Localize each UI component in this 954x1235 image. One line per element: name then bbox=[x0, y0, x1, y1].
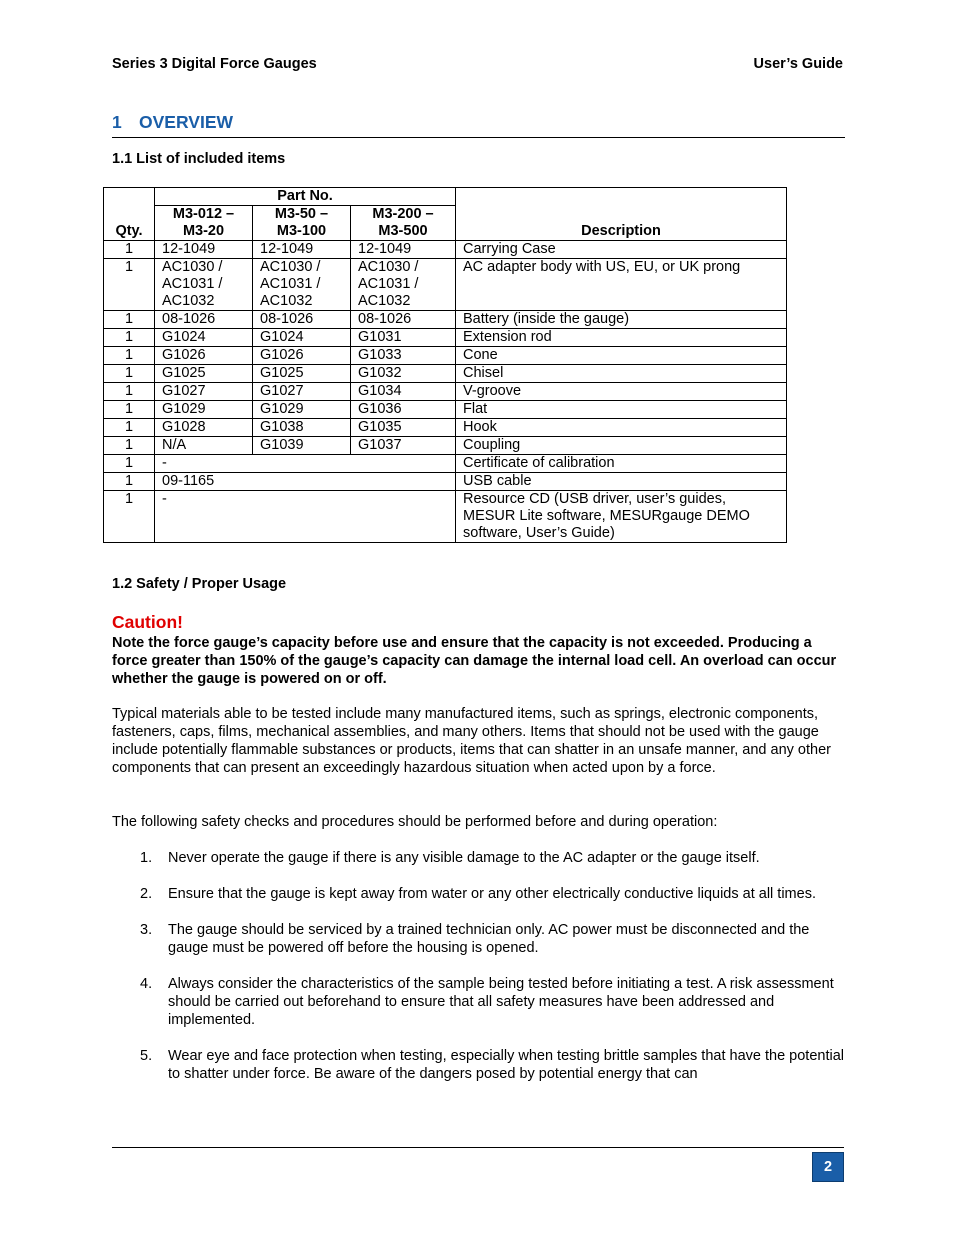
cell-line: Hook bbox=[463, 419, 497, 435]
qty-header: Qty. bbox=[104, 188, 155, 241]
part-number-cell: 08-1026 bbox=[155, 311, 253, 329]
part-number-cell: G1033 bbox=[351, 347, 456, 365]
step-number: 5. bbox=[140, 1048, 153, 1064]
cell-line: AC1031 / bbox=[162, 276, 223, 292]
list-item bbox=[112, 1047, 847, 1083]
part-number-cell: G1036 bbox=[351, 401, 456, 419]
cell-line: software, User’s Guide) bbox=[463, 525, 615, 541]
part-number-cell bbox=[351, 259, 456, 311]
part-number-cell: G1026 bbox=[155, 347, 253, 365]
part-number-cell: N/A bbox=[155, 437, 253, 455]
description-cell bbox=[456, 383, 787, 401]
description-cell bbox=[456, 491, 787, 543]
cell-line: Cone bbox=[463, 347, 498, 363]
list-item bbox=[112, 849, 847, 867]
section-title: OVERVIEW bbox=[139, 112, 234, 132]
part-number-cell: 08-1026 bbox=[253, 311, 351, 329]
description-cell bbox=[456, 241, 787, 259]
qty-cell: 1 bbox=[104, 401, 155, 419]
section-number: 1 bbox=[112, 112, 122, 132]
qty-cell: 1 bbox=[104, 241, 155, 259]
page-number: 2 bbox=[812, 1152, 844, 1182]
cell-line: AC1031 / bbox=[260, 276, 321, 292]
list-item bbox=[112, 975, 847, 1029]
part-number-cell bbox=[253, 259, 351, 311]
cell-line: Flat bbox=[463, 401, 488, 417]
qty-cell: 1 bbox=[104, 473, 155, 491]
qty-cell: 1 bbox=[104, 491, 155, 543]
step-text: Wear eye and face protection when testing, especially when testing brittle samples that have the potential to shatter under force. Be aware of the dangers posed by potential energy that can bbox=[168, 1048, 844, 1082]
table-row bbox=[104, 311, 787, 329]
model-range-header bbox=[155, 206, 253, 241]
part-number-cell: G1027 bbox=[253, 383, 351, 401]
caution-heading: Caution! bbox=[112, 612, 183, 632]
part-number-cell: G1029 bbox=[253, 401, 351, 419]
step-text: Always consider the characteristics of the sample being tested before initiating a test. A risk assessment should be carried out beforehand to ensure that all safety measures have been addressed and implemented. bbox=[168, 976, 834, 1028]
table-row bbox=[104, 455, 787, 473]
description-cell bbox=[456, 329, 787, 347]
safety-intro-paragraph: The following safety checks and procedures should be performed before and during operation: bbox=[112, 814, 718, 830]
model-range-header bbox=[351, 206, 456, 241]
cell-line: AC1030 / bbox=[358, 259, 419, 275]
qty-cell: 1 bbox=[104, 365, 155, 383]
subsection-heading-items: 1.1 List of included items bbox=[112, 151, 286, 167]
safety-steps-list bbox=[112, 849, 847, 1101]
step-number: 1. bbox=[140, 850, 153, 866]
table-row bbox=[104, 437, 787, 455]
table-row bbox=[104, 347, 787, 365]
materials-paragraph: Typical materials able to be tested include many manufactured items, such as springs, electronic components, fasteners, caps, films, mechanical assemblies, and many others. Items that should not be used with the gauge include potentially flammable substances or products, items that can shatter in an unsafe manner, and any other components that can present an exceedingly hazardous situation when acted upon by a force. bbox=[112, 706, 831, 776]
part-number-cell: G1025 bbox=[155, 365, 253, 383]
table-row bbox=[104, 259, 787, 311]
part-number-cell: G1034 bbox=[351, 383, 456, 401]
cell-line: Coupling bbox=[463, 437, 521, 453]
part-number-cell: G1035 bbox=[351, 419, 456, 437]
table-row bbox=[104, 473, 787, 491]
included-items-table bbox=[103, 187, 787, 543]
cell-line: Battery (inside the gauge) bbox=[463, 311, 630, 327]
cell-line: Certificate of calibration bbox=[463, 455, 615, 471]
step-text: The gauge should be serviced by a trained technician only. AC power must be disconnected and the gauge must be powered off before the housing is opened. bbox=[168, 922, 810, 956]
part-number-cell: G1025 bbox=[253, 365, 351, 383]
cell-line: M3-500 bbox=[378, 223, 428, 239]
cell-line: AC1030 / bbox=[162, 259, 223, 275]
header-title: Series 3 Digital Force Gauges bbox=[112, 56, 317, 72]
qty-cell: 1 bbox=[104, 419, 155, 437]
part-number-cell: 12-1049 bbox=[155, 241, 253, 259]
table-row bbox=[104, 383, 787, 401]
description-cell bbox=[456, 419, 787, 437]
subsection-heading-safety: 1.2 Safety / Proper Usage bbox=[112, 576, 287, 592]
description-cell bbox=[456, 437, 787, 455]
table-row bbox=[104, 401, 787, 419]
description-cell bbox=[456, 455, 787, 473]
part-number-cell: 08-1026 bbox=[351, 311, 456, 329]
step-number: 2. bbox=[140, 886, 153, 902]
page-header bbox=[112, 56, 843, 72]
qty-cell: 1 bbox=[104, 259, 155, 311]
section-heading bbox=[112, 112, 845, 138]
cell-line: AC1031 / bbox=[358, 276, 419, 292]
description-cell bbox=[456, 473, 787, 491]
table-row bbox=[104, 419, 787, 437]
table-row bbox=[104, 241, 787, 259]
description-cell bbox=[456, 401, 787, 419]
list-item bbox=[112, 885, 847, 903]
cell-line: USB cable bbox=[463, 473, 532, 489]
table-row bbox=[104, 365, 787, 383]
cell-line: AC1032 bbox=[260, 293, 313, 309]
description-cell bbox=[456, 365, 787, 383]
part-number-cell: G1038 bbox=[253, 419, 351, 437]
description-cell bbox=[456, 347, 787, 365]
description-header: Description bbox=[456, 188, 787, 241]
qty-cell: 1 bbox=[104, 329, 155, 347]
part-number-cell: 12-1049 bbox=[351, 241, 456, 259]
step-text: Ensure that the gauge is kept away from water or any other electrically conductive liquids at all times. bbox=[168, 886, 816, 902]
cell-line: AC1030 / bbox=[260, 259, 321, 275]
part-number-cell: G1026 bbox=[253, 347, 351, 365]
header-row-top bbox=[104, 188, 787, 206]
qty-cell: 1 bbox=[104, 311, 155, 329]
cell-line: M3-100 bbox=[276, 223, 327, 239]
qty-cell: 1 bbox=[104, 347, 155, 365]
step-number: 3. bbox=[140, 922, 153, 938]
cell-line: AC adapter body with US, EU, or UK prong bbox=[463, 259, 741, 275]
cell-line: M3-012 – bbox=[172, 206, 235, 222]
cell-line: MESUR Lite software, MESURgauge DEMO bbox=[463, 508, 750, 524]
cell-line: AC1032 bbox=[358, 293, 411, 309]
part-number-cell bbox=[155, 259, 253, 311]
cell-line: Carrying Case bbox=[463, 241, 556, 257]
caution-note: Note the force gauge’s capacity before use and ensure that the capacity is not exceeded. Producing a force greater than 150% of the gauge’s capacity can damage the internal load cell. An overload can occur whether the gauge is powered on or off. bbox=[112, 635, 837, 687]
part-no-header: Part No. bbox=[155, 188, 456, 206]
cell-line: AC1032 bbox=[162, 293, 215, 309]
part-number-cell: G1031 bbox=[351, 329, 456, 347]
qty-cell: 1 bbox=[104, 383, 155, 401]
cell-line: Resource CD (USB driver, user’s guides, bbox=[463, 491, 726, 507]
part-number-cell: - bbox=[155, 455, 456, 473]
part-number-cell: G1024 bbox=[155, 329, 253, 347]
footer-divider bbox=[112, 1147, 844, 1148]
cell-line: Extension rod bbox=[463, 329, 552, 345]
part-number-cell: G1032 bbox=[351, 365, 456, 383]
cell-line: Chisel bbox=[463, 365, 504, 381]
part-number-cell: 12-1049 bbox=[253, 241, 351, 259]
part-number-cell: G1027 bbox=[155, 383, 253, 401]
cell-line: V-groove bbox=[463, 383, 522, 399]
step-text: Never operate the gauge if there is any visible damage to the AC adapter or the gauge itself. bbox=[168, 850, 760, 866]
cell-line: M3-200 – bbox=[372, 206, 434, 222]
table-row bbox=[104, 329, 787, 347]
step-number: 4. bbox=[140, 976, 153, 992]
description-cell bbox=[456, 311, 787, 329]
part-number-cell: G1039 bbox=[253, 437, 351, 455]
list-item bbox=[112, 921, 847, 957]
qty-cell: 1 bbox=[104, 437, 155, 455]
table-row bbox=[104, 491, 787, 543]
cell-line: M3-50 – bbox=[274, 206, 329, 222]
header-guide-label: User’s Guide bbox=[753, 56, 843, 72]
part-number-cell: - bbox=[155, 491, 456, 543]
part-number-cell: G1037 bbox=[351, 437, 456, 455]
part-number-cell: G1024 bbox=[253, 329, 351, 347]
qty-cell: 1 bbox=[104, 455, 155, 473]
part-number-cell: G1029 bbox=[155, 401, 253, 419]
description-cell bbox=[456, 259, 787, 311]
cell-line: M3-20 bbox=[182, 223, 225, 239]
part-number-cell: 09-1165 bbox=[155, 473, 456, 491]
part-number-cell: G1028 bbox=[155, 419, 253, 437]
model-range-header bbox=[253, 206, 351, 241]
